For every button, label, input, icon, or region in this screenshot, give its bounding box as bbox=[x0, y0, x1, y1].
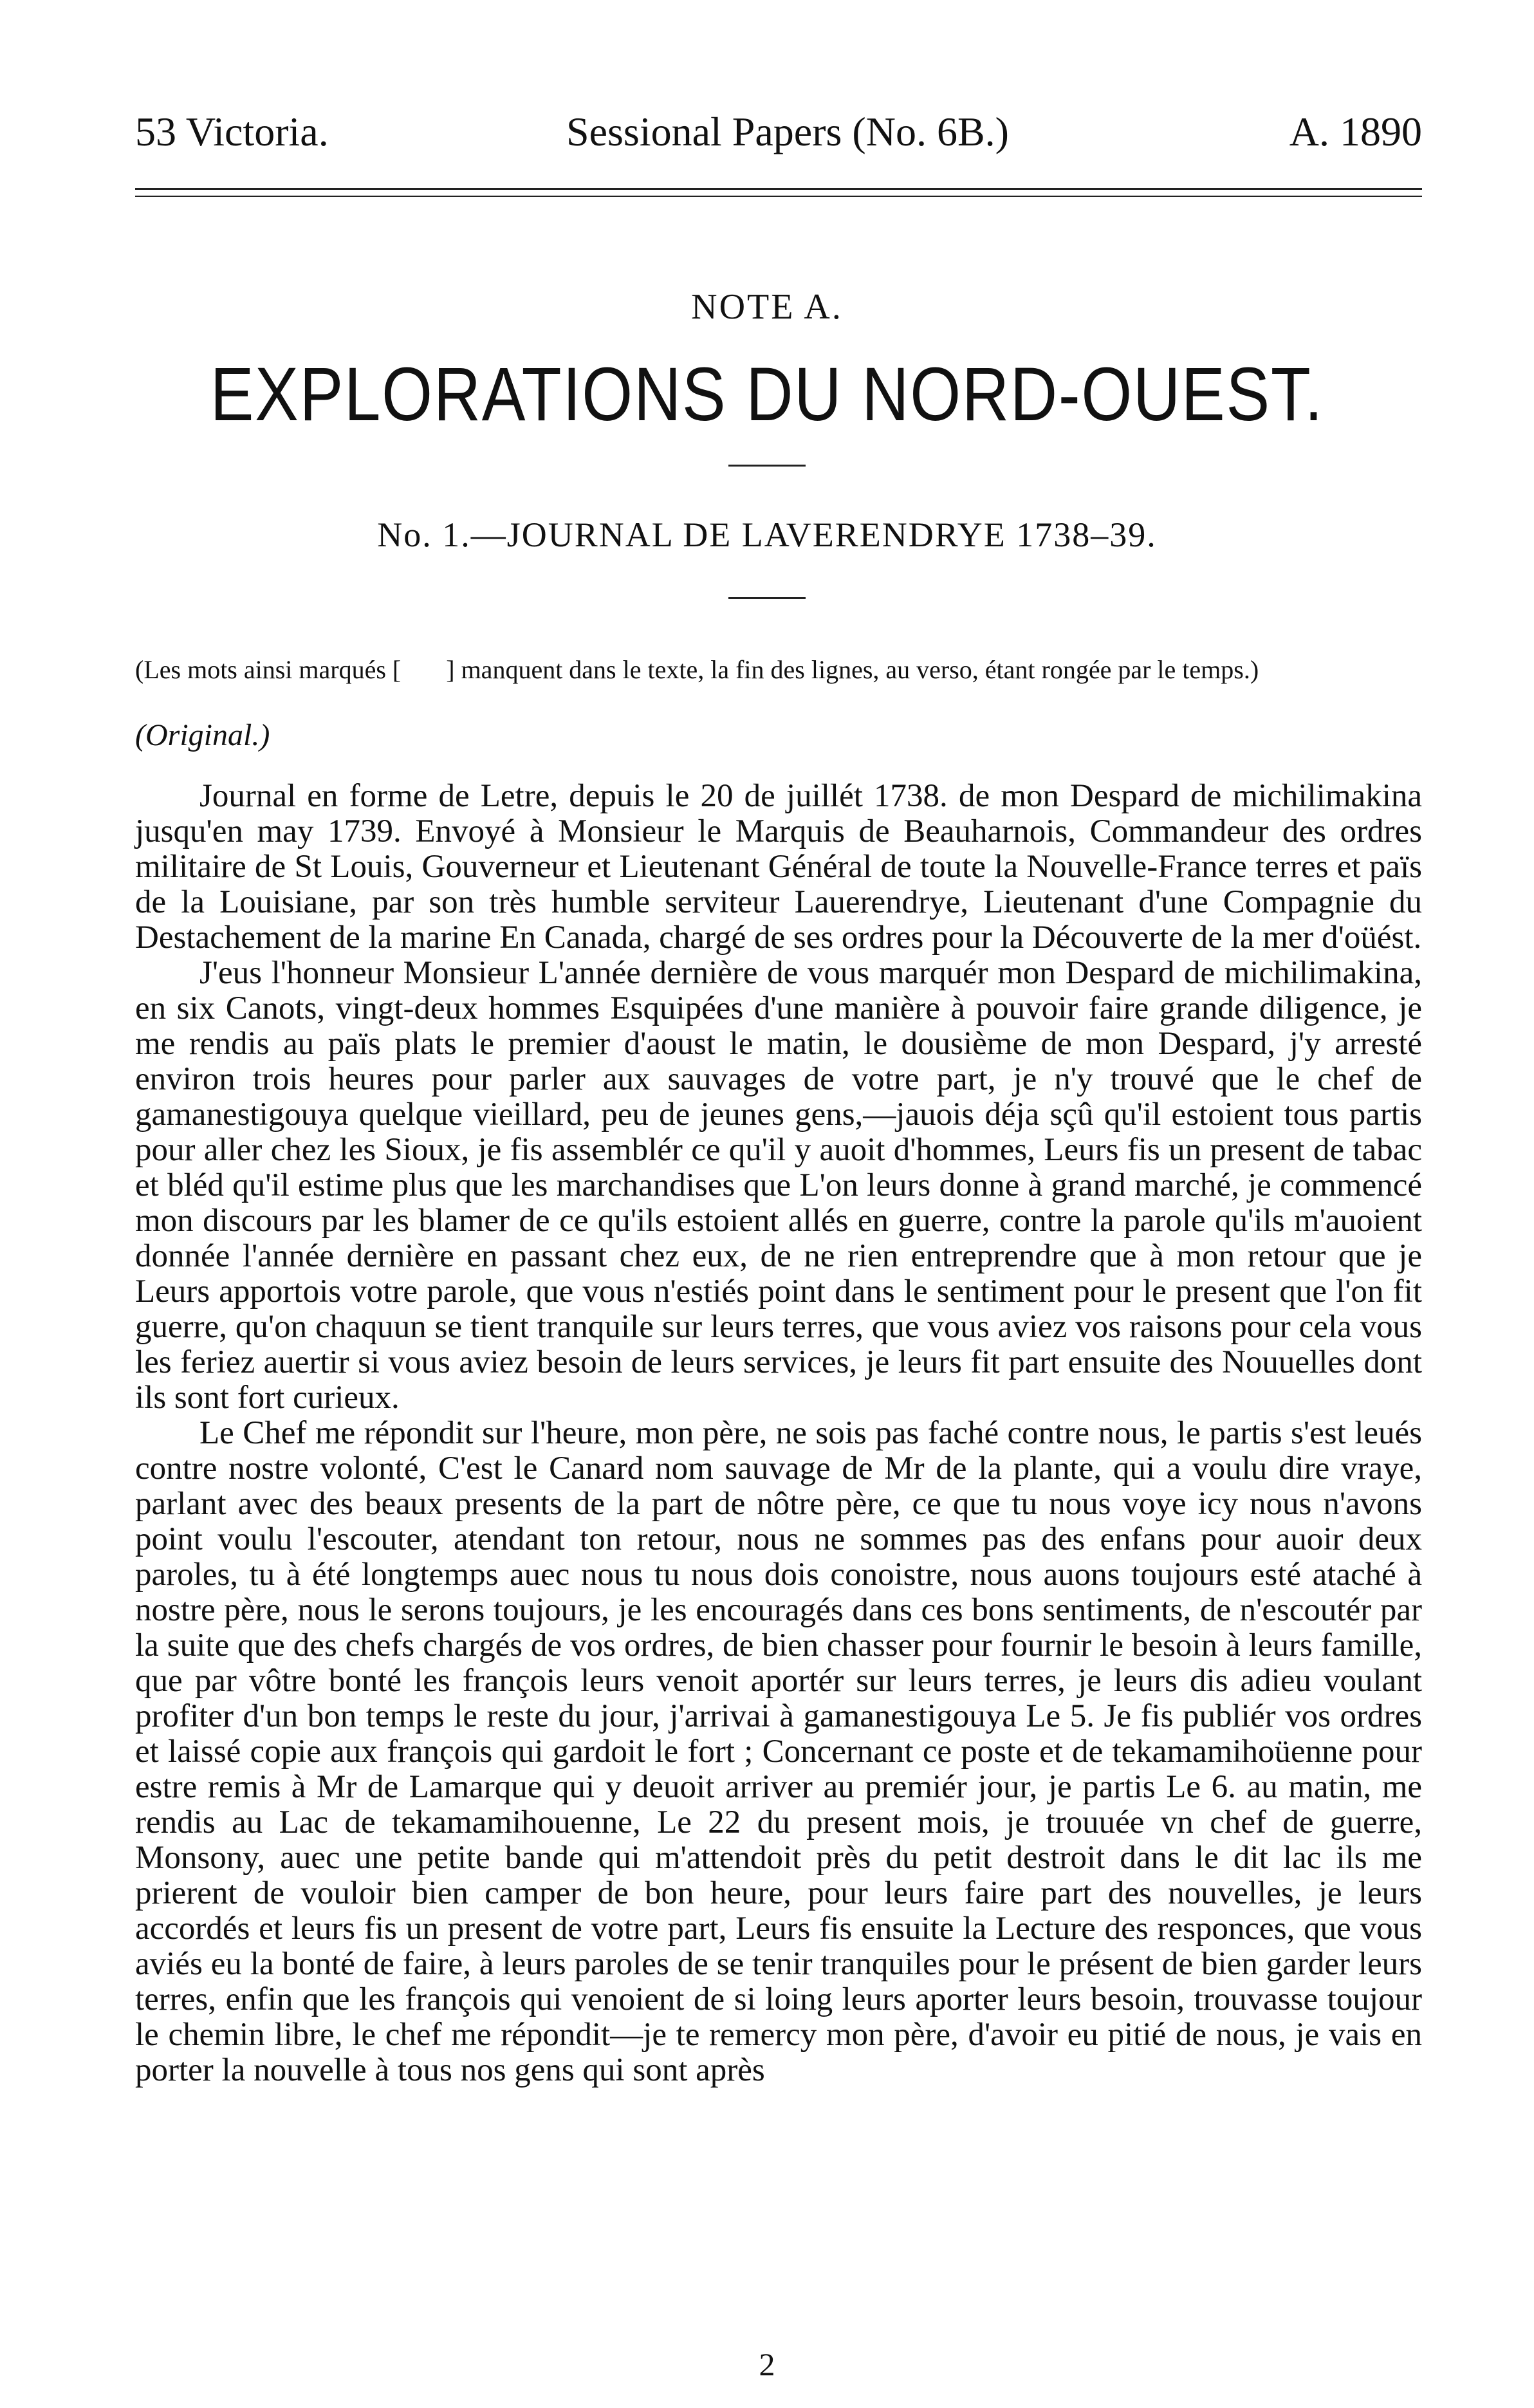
subtitle-divider bbox=[728, 597, 806, 599]
title-divider bbox=[728, 465, 806, 467]
header-sessional-papers: Sessional Papers (No. 6B.) bbox=[566, 109, 1009, 154]
header-year: A. 1890 bbox=[1289, 109, 1422, 154]
editor-note-end: ] manquent dans le texte, la fin des lignes, au verso, étant rongée par le temps.) bbox=[446, 655, 1259, 684]
paragraph: Le Chef me répondit sur l'heure, mon père, ne sois pas faché contre nous, le partis s'est leués contre nostre volonté, C'est le Canard nom sauvage de Mr de la plante, qui a voulu dire vraye, parlant avec des beaux presents de la part de nôtre père, ce que tu nous voye icy nous n'avons point voulu l'escouter, atendant ton retour, nous ne sommes pas des enfans pour auoir deux paroles, tu à été longtemps auec nous tu nous dois conoistre, nous auons toujours esté ataché à nostre père, nous le serons toujours, je les encouragés dans ces bons sentiments, de n'escoutér par la suite que des chefs chargés de vos ordres, de bien chasser pour fournir le besoin à leurs famille, que par vôtre bonté les françois leurs venoit aportér sur leurs terres, je leurs dis adieu voulant profiter d'un bon temps le reste du jour, j'arrivai à gamanestigouya Le 5. Je fis publiér vos ordres et laissé copie aux françois qui gardoit le fort ; Concernant ce poste et de tekamamihoüenne pour estre remis à Mr de Lamarque qui y deuoit arriver au premiér jour, je partis Le 6. au matin, me rendis au Lac de tekamamihouenne, Le 22 du present mois, je trouuée vn chef de guerre, Monsony, auec une petite bande qui m'attendoit près du petit destroit dans le dit lac ils me prierent de vouloir bien camper de bon heure, pour leurs faire part des nouvelles, je leurs accordés et leurs fis un present de votre part, Leurs fis ensuite la Lecture des responces, que vous aviés eu la bonté de faire, à leurs paroles de se tenir tranquiles pour le présent de bien garder leurs terres, enfin que les françois qui venoient de si loing leurs aporter leurs besoin, trouvasse toujour le chemin libre, le chef me répondit—je te remercy mon père, d'avoir eu pitié de nous, je vais en porter la nouvelle à tous nos gens qui sont après bbox=[135, 1415, 1422, 2088]
page-number: 2 bbox=[759, 2346, 775, 2382]
header-volume: 53 Victoria. bbox=[135, 109, 329, 154]
editor-note-start: (Les mots ainsi marqués [ bbox=[135, 655, 402, 684]
header-rule-bottom bbox=[135, 196, 1422, 197]
running-header bbox=[135, 103, 1422, 161]
section-subtitle: No. 1.—JOURNAL DE LAVERENDRYE 1738–39. bbox=[377, 515, 1157, 554]
header-rule-top bbox=[135, 188, 1422, 190]
page-title: EXPLORATIONS DU NORD-OUEST. bbox=[210, 352, 1324, 437]
paragraph: Journal en forme de Letre, depuis le 20 de juillét 1738. de mon Despard de michilimakina jusqu'en may 1739. Envoyé à Monsieur le Marquis de Beauharnois, Commandeur des ordres militaire de St Louis, Gouverneur et Lieutenant Général de toute la Nouvelle-France terres et païs de la Louisiane, par son très humble serviteur Lauerendrye, Lieutenant d'une Compagnie du Destachement de la marine En Canada, chargé de ses ordres pour la Découverte de la mer d'oüést. bbox=[135, 778, 1422, 956]
original-tag: (Original.) bbox=[135, 718, 270, 752]
editor-note bbox=[135, 653, 1422, 687]
journal-body bbox=[135, 779, 1422, 2088]
paragraph: J'eus l'honneur Monsieur L'année dernière de vous marquér mon Despard de michilimakina, en six Canots, vingt-deux hommes Esquipées d'une manière à pouvoir faire grande diligence, je me rendis au païs plats le premier d'aoust le matin, le dousième de mon Despard, j'y arresté environ trois heures pour parler aux sauvages de votre part, je n'y trouvé que le chef de gamanestigouya quelque vieillard, peu de jeunes gens,—jauois déja sçû qu'il estoient tous partis pour aller chez les Sioux, je fis assemblér ce qu'il y auoit d'hommes, Leurs fis un present de tabac et bléd qu'il estime plus que les marchandises que L'on leurs donne à grand marché, je commencé mon discours par les blamer de ce qu'ils estoient allés en guerre, contre la parole qu'ils m'auoient donnée l'année dernière en passant chez eux, de ne rien entreprendre que à mon retour que je Leurs apportois votre parole, que vous n'estiés point dans le sentiment pour le present que l'on fit guerre, qu'on chaquun se tient tranquile sur leurs terres, que vous aviez vos raisons pour cela vous les feriez auertir si vous aviez besoin de leurs services, je leurs fit part ensuite des Nouuelles dont ils sont fort curieux. bbox=[135, 955, 1422, 1416]
note-label: NOTE A. bbox=[691, 287, 843, 327]
